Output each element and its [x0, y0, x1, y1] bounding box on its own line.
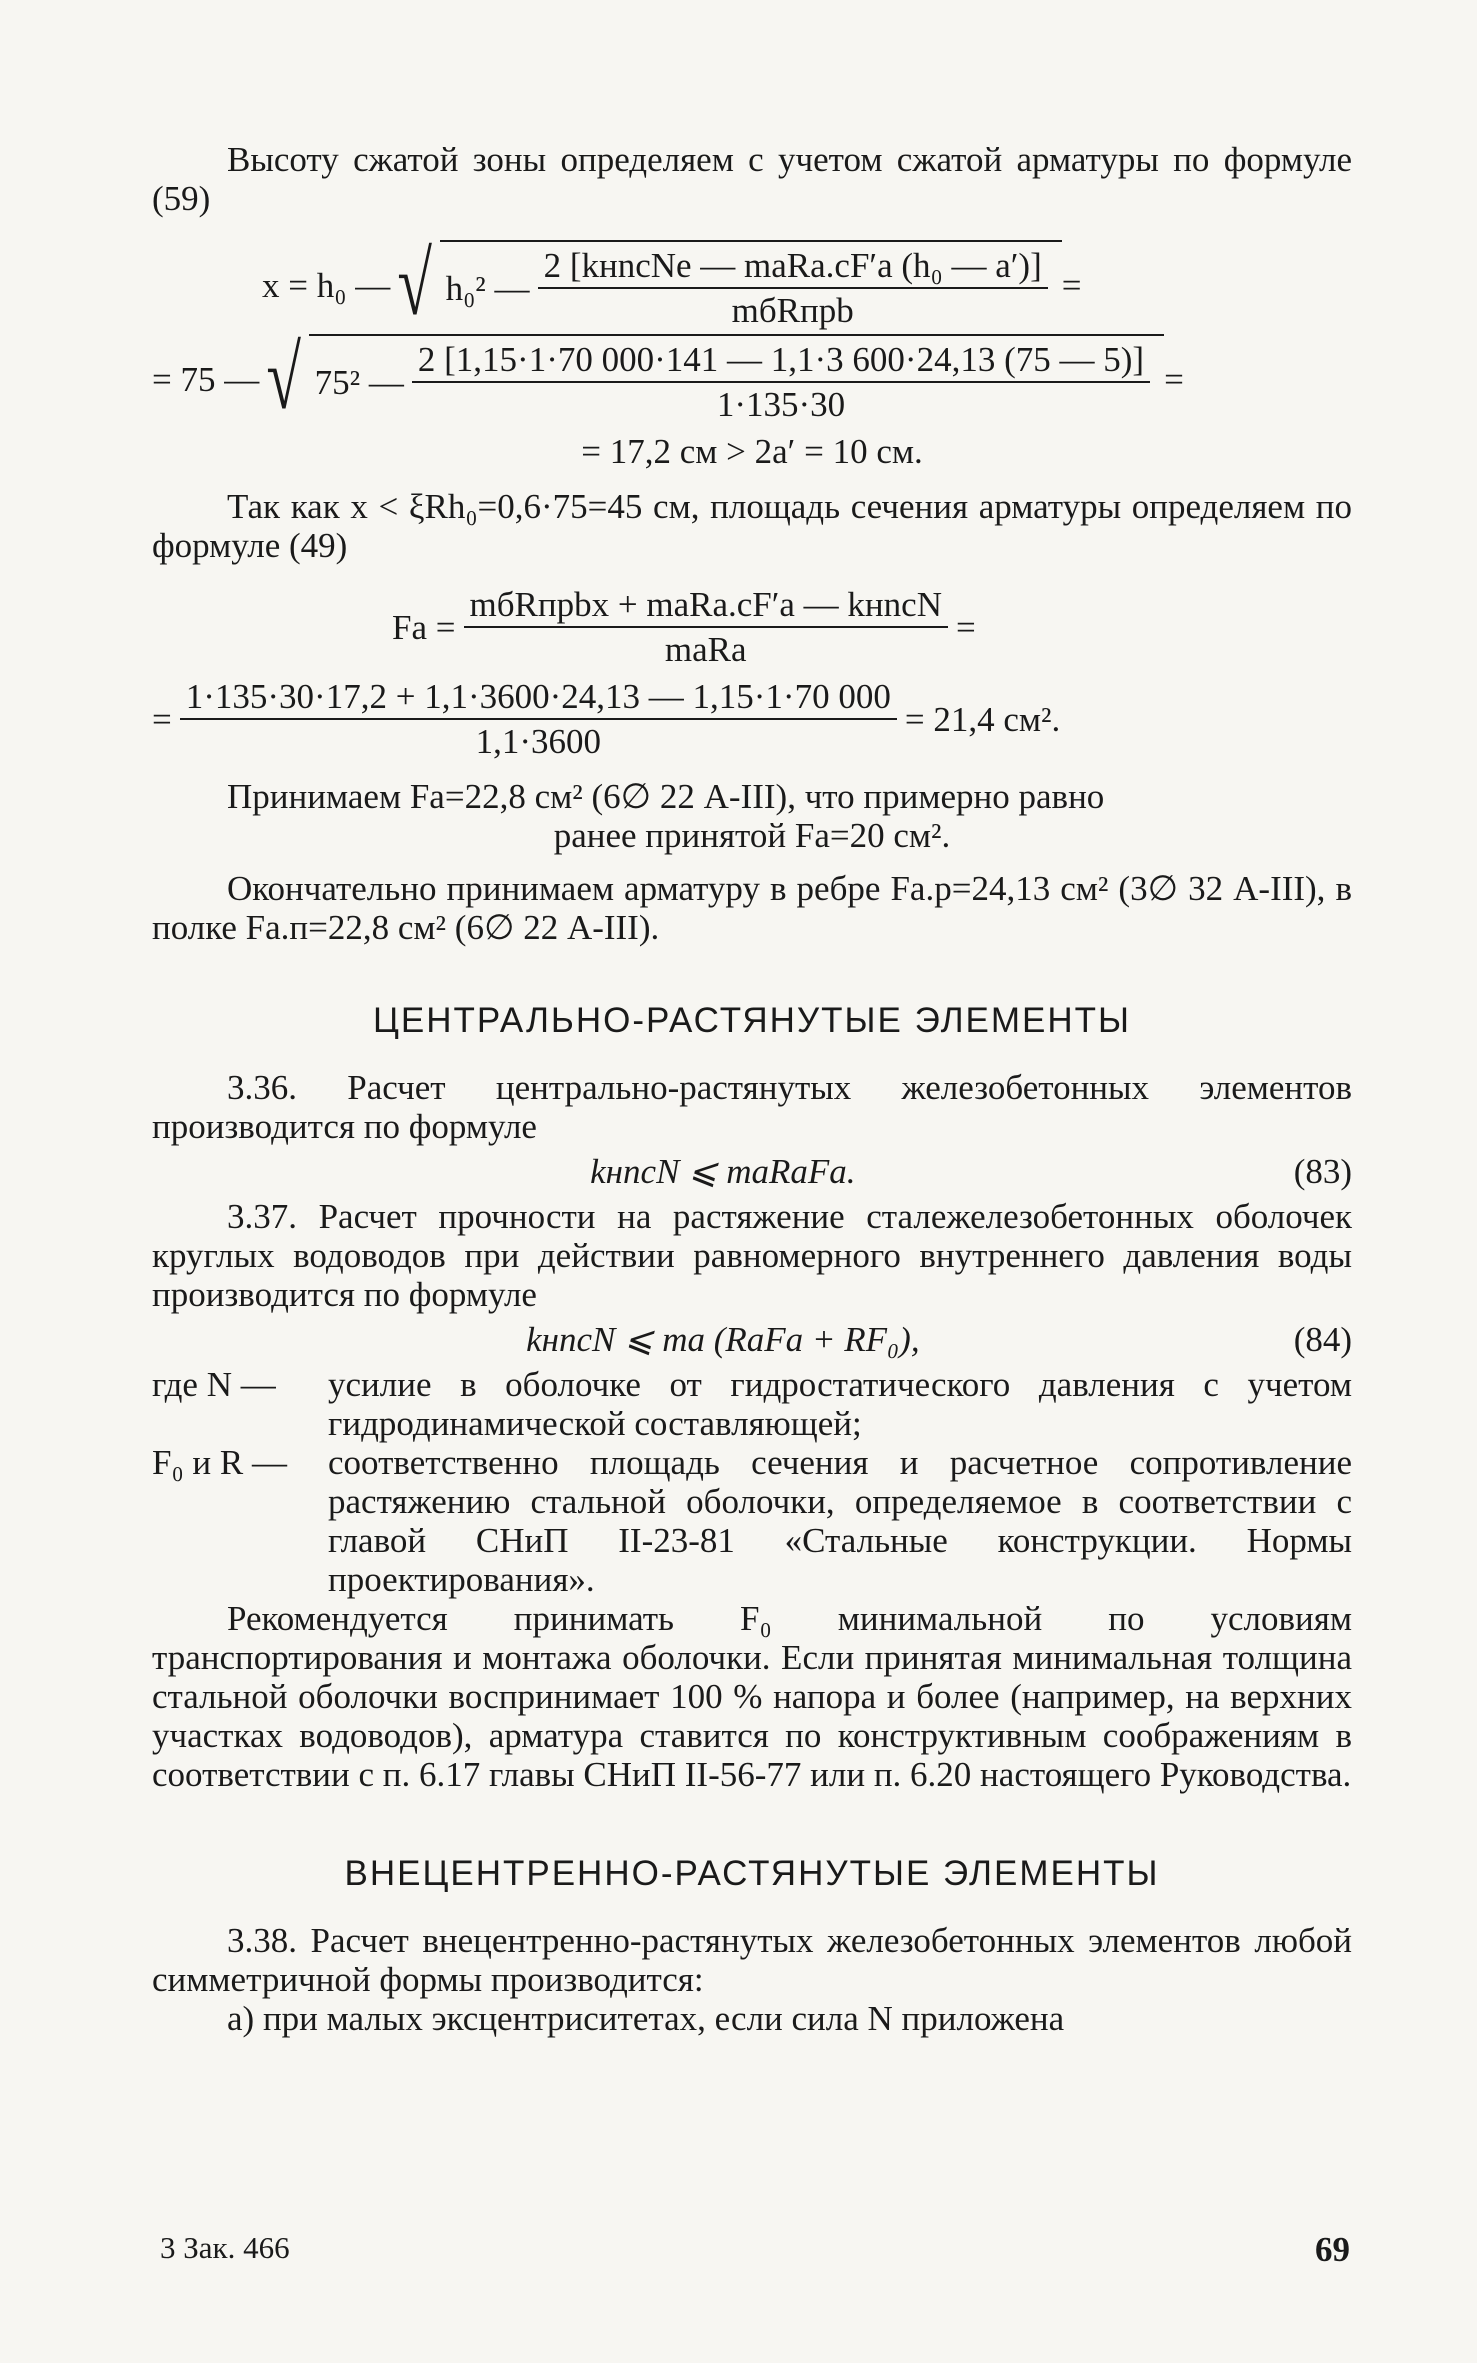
where-term: F₀ и R —	[152, 1443, 287, 1482]
fraction	[180, 677, 897, 761]
paragraph-3-38: 3.38. Расчет внецентренно-растянутых железобетонных элементов любой симметричной формы производится:	[152, 1921, 1352, 1999]
formula-59b-sq: 75² —	[314, 362, 404, 402]
sqrt-sign: √ h₀² — $\frac{\text{2 [kнnсNe — mаRа.сF′а (h₀ — a′)]}}{\text{mбRпрb}}$	[390, 240, 1062, 330]
numerator: 2 [1,15·1·70 000·141 — 1,1·3 600·24,13 (75 — 5)]	[412, 340, 1150, 383]
numerator: 1·135·30·17,2 + 1,1·3600·24,13 — 1,15·1·70 000	[180, 677, 897, 720]
accept-line-2: ранее принятой Fа=20 см².	[553, 816, 951, 855]
formula-49b-lhs: =	[152, 699, 172, 739]
page-body	[152, 140, 1352, 2038]
formula-49-lhs: Fа =	[392, 607, 456, 647]
equation-83-number: (83)	[1293, 1152, 1352, 1191]
accept-line-1: Принимаем Fа=22,8 см² (6∅ 22 А-III), что примерно равно	[227, 777, 1105, 816]
intro-paragraph: Высоту сжатой зоны определяем с учетом сжатой арматуры по формуле (59)	[152, 140, 1352, 218]
page-footer	[160, 2230, 1350, 2270]
formula-59-result: = 17,2 см > 2a′ = 10 см.	[581, 432, 923, 471]
denominator: mбRпрb	[731, 291, 854, 330]
equation-83-expr: kнnсN ⩽ mаRаFа.	[590, 1152, 856, 1191]
formula-49-substituted	[152, 677, 1352, 761]
sqrt-sign: √ 75² — $\frac{2 [1,15\cdot 1\cdot 70 000\cdot 141 — 1,1\cdot 3 600\cdot 24,13 (75 — 5)]}{1\cdot 135\cdot 30}$	[259, 334, 1164, 424]
fraction	[538, 246, 1048, 330]
fraction	[412, 340, 1150, 424]
formula-59	[262, 235, 1352, 334]
section-heading-central: ЦЕНТРАЛЬНО-РАСТЯНУТЫЕ ЭЛЕМЕНТЫ	[372, 1001, 1132, 1040]
formula-49	[392, 585, 1352, 669]
equation-84-number: (84)	[1293, 1320, 1352, 1359]
formula-59-substituted	[152, 329, 1352, 428]
page-number: 69	[1315, 2230, 1350, 2269]
since-paragraph: Так как x < ξRh₀=0,6·75=45 см, площадь сечения арматуры определяем по формуле (49)	[152, 487, 1352, 565]
denominator: 1,1·3600	[475, 722, 601, 761]
denominator: 1·135·30	[716, 385, 846, 424]
equals: =	[955, 607, 976, 647]
where-list	[152, 1365, 1352, 1599]
section-heading-eccentric: ВНЕЦЕНТРЕННО-РАСТЯНУТЫЕ ЭЛЕМЕНТЫ	[344, 1854, 1160, 1893]
final-paragraph: Окончательно принимаем арматуру в ребре Fа.р=24,13 см² (3∅ 32 А-III), в полке Fа.п=22,8 см² (6∅ 22 А-III).	[152, 869, 1352, 947]
denominator: mаRа	[664, 630, 747, 669]
formula-49b-result: = 21,4 см².	[904, 699, 1061, 739]
numerator: 2 [kнnсNe — mаRа.сF′а (h₀ — a′)]	[538, 246, 1048, 289]
recommendation-paragraph: Рекомендуется принимать F₀ минимальной по условиям транспортирования и монтажа оболочки. Если принятая минимальная толщина стальной оболочки воспринимает 100 % напора и более (например, на верхних участках водоводов), арматура ставится по конструктивным соображениям в соответствии с п. 6.17 главы СНиП II-56-77 или п. 6.20 настоящего Руководства.	[152, 1599, 1352, 1794]
formula-59-h0sq: h₀² —	[445, 268, 530, 308]
where-term: где N —	[152, 1365, 276, 1404]
formula-59-lhs: x = h₀ —	[262, 265, 391, 305]
equation-84-expr: kнnсN ⩽ mа (RаFа + RF₀),	[526, 1320, 920, 1359]
formula-59b-lhs: = 75 —	[152, 359, 260, 399]
item-a: а) при малых эксцентриситетах, если сила N приложена	[227, 1999, 1065, 2038]
equals: =	[1164, 359, 1184, 399]
equation-84	[152, 1320, 1352, 1359]
equation-83	[152, 1152, 1352, 1191]
equals: =	[1061, 265, 1082, 305]
numerator: mбRпрbx + mаRа.сF′а — kнnсN	[464, 585, 948, 628]
fraction	[464, 585, 948, 669]
print-order: 3 Зак. 466	[160, 2230, 290, 2265]
paragraph-3-37: 3.37. Расчет прочности на растяжение сталежелезобетонных оболочек круглых водоводов при действии равномерного внутреннего давления воды производится по формуле	[152, 1197, 1352, 1314]
paragraph-3-36: 3.36. Расчет центрально-растянутых железобетонных элементов производится по формуле	[152, 1068, 1352, 1146]
where-desc: соответственно площадь сечения и расчетное сопротивление растяжению стальной оболочки, определяемое в соответствии с главой СНиП II-23-81 «Стальные конструкции. Нормы проектирования».	[328, 1443, 1352, 1599]
where-desc: усилие в оболочке от гидростатического давления с учетом гидродинамической составляющей;	[328, 1365, 1352, 1443]
